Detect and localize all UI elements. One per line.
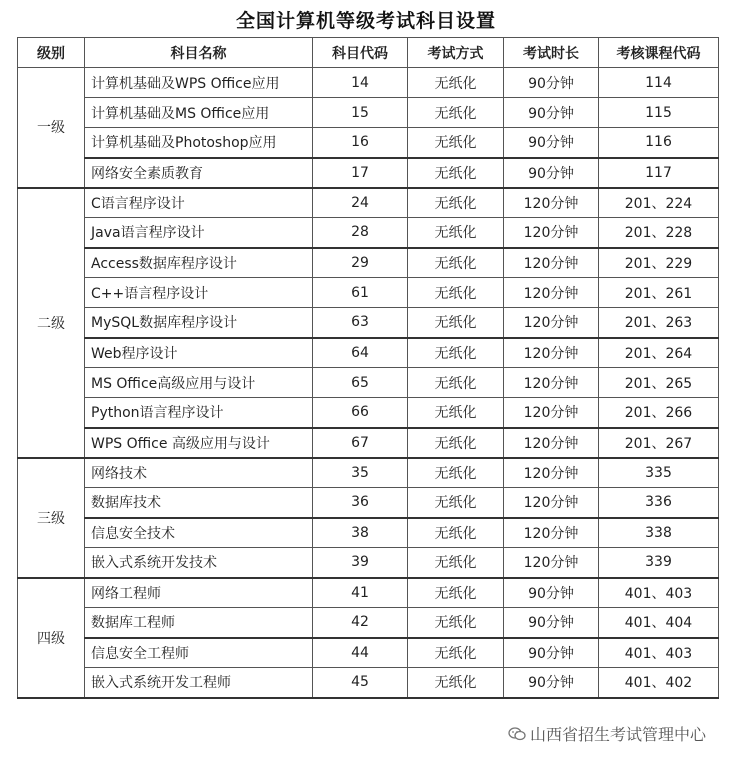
table-row	[18, 668, 719, 698]
exam-duration-cell: 120分钟	[504, 548, 599, 578]
course-code-cell: 117	[599, 158, 719, 188]
exam-duration-cell: 90分钟	[504, 158, 599, 188]
subject-name-cell: C语言程序设计	[85, 188, 313, 218]
subject-code-cell: 16	[313, 128, 408, 158]
course-code-cell: 115	[599, 98, 719, 128]
exam-method-cell: 无纸化	[408, 548, 504, 578]
subject-code-cell: 15	[313, 98, 408, 128]
exam-duration-cell: 120分钟	[504, 488, 599, 518]
table-row	[18, 608, 719, 638]
table-row	[18, 278, 719, 308]
header-exam-method: 考试方式	[408, 38, 504, 68]
course-code-cell: 116	[599, 128, 719, 158]
subject-code-cell: 41	[313, 578, 408, 608]
table-row	[18, 488, 719, 518]
subject-name-cell: 计算机基础及Photoshop应用	[85, 128, 313, 158]
subject-name-cell: Python语言程序设计	[85, 398, 313, 428]
table-row	[18, 128, 719, 158]
subjects-table	[17, 37, 719, 699]
subject-code-cell: 38	[313, 518, 408, 548]
subject-name-cell: WPS Office 高级应用与设计	[85, 428, 313, 458]
subject-code-cell: 24	[313, 188, 408, 218]
wechat-icon	[508, 727, 526, 741]
table-row	[18, 98, 719, 128]
subject-code-cell: 61	[313, 278, 408, 308]
exam-method-cell: 无纸化	[408, 248, 504, 278]
subject-code-cell: 17	[313, 158, 408, 188]
exam-method-cell: 无纸化	[408, 608, 504, 638]
level-cell: 三级	[18, 458, 85, 578]
table-row	[18, 398, 719, 428]
exam-method-cell: 无纸化	[408, 518, 504, 548]
table-row	[18, 428, 719, 458]
header-exam-duration: 考试时长	[504, 38, 599, 68]
watermark	[508, 722, 706, 745]
subject-code-cell: 39	[313, 548, 408, 578]
exam-method-cell: 无纸化	[408, 278, 504, 308]
level-cell: 四级	[18, 578, 85, 698]
watermark-text: 山西省招生考试管理中心	[529, 725, 706, 744]
exam-duration-cell: 90分钟	[504, 638, 599, 668]
subject-name-cell: 计算机基础及MS Office应用	[85, 98, 313, 128]
subject-name-cell: 网络安全素质教育	[85, 158, 313, 188]
exam-duration-cell: 90分钟	[504, 98, 599, 128]
exam-duration-cell: 120分钟	[504, 518, 599, 548]
course-code-cell: 339	[599, 548, 719, 578]
course-code-cell: 335	[599, 458, 719, 488]
table-header-row	[18, 38, 719, 68]
subject-code-cell: 36	[313, 488, 408, 518]
exam-method-cell: 无纸化	[408, 368, 504, 398]
exam-duration-cell: 120分钟	[504, 458, 599, 488]
course-code-cell: 201、266	[599, 398, 719, 428]
subject-name-cell: 数据库技术	[85, 488, 313, 518]
course-code-cell: 114	[599, 68, 719, 98]
page-title: 全国计算机等级考试科目设置	[235, 10, 496, 32]
exam-duration-cell: 90分钟	[504, 128, 599, 158]
exam-method-cell: 无纸化	[408, 68, 504, 98]
table-row	[18, 158, 719, 188]
exam-method-cell: 无纸化	[408, 458, 504, 488]
course-code-cell: 201、264	[599, 338, 719, 368]
exam-method-cell: 无纸化	[408, 128, 504, 158]
table-row	[18, 218, 719, 248]
subject-name-cell: MS Office高级应用与设计	[85, 368, 313, 398]
exam-method-cell: 无纸化	[408, 488, 504, 518]
subject-code-cell: 67	[313, 428, 408, 458]
exam-method-cell: 无纸化	[408, 188, 504, 218]
exam-duration-cell: 120分钟	[504, 368, 599, 398]
exam-duration-cell: 90分钟	[504, 578, 599, 608]
table-row	[18, 338, 719, 368]
exam-duration-cell: 120分钟	[504, 278, 599, 308]
exam-method-cell: 无纸化	[408, 398, 504, 428]
exam-duration-cell: 90分钟	[504, 668, 599, 698]
header-subject-code: 科目代码	[313, 38, 408, 68]
subject-name-cell: 信息安全工程师	[85, 638, 313, 668]
subject-code-cell: 45	[313, 668, 408, 698]
exam-duration-cell: 120分钟	[504, 338, 599, 368]
subject-name-cell: Access数据库程序设计	[85, 248, 313, 278]
exam-method-cell: 无纸化	[408, 218, 504, 248]
course-code-cell: 201、228	[599, 218, 719, 248]
subject-name-cell: MySQL数据库程序设计	[85, 308, 313, 338]
course-code-cell: 201、261	[599, 278, 719, 308]
table-row	[18, 308, 719, 338]
course-code-cell: 401、403	[599, 638, 719, 668]
header-course-code: 考核课程代码	[599, 38, 719, 68]
table-row	[18, 458, 719, 488]
exam-method-cell: 无纸化	[408, 428, 504, 458]
table-row	[18, 548, 719, 578]
subject-code-cell: 35	[313, 458, 408, 488]
subject-name-cell: 嵌入式系统开发工程师	[85, 668, 313, 698]
subject-code-cell: 66	[313, 398, 408, 428]
exam-duration-cell: 120分钟	[504, 248, 599, 278]
table-row	[18, 248, 719, 278]
exam-duration-cell: 120分钟	[504, 428, 599, 458]
course-code-cell: 401、404	[599, 608, 719, 638]
level-cell: 一级	[18, 68, 85, 188]
table-row	[18, 638, 719, 668]
exam-method-cell: 无纸化	[408, 158, 504, 188]
subject-name-cell: 数据库工程师	[85, 608, 313, 638]
subject-code-cell: 42	[313, 608, 408, 638]
exam-method-cell: 无纸化	[408, 578, 504, 608]
subject-code-cell: 44	[313, 638, 408, 668]
header-level: 级别	[18, 38, 85, 68]
subject-code-cell: 64	[313, 338, 408, 368]
exam-duration-cell: 120分钟	[504, 398, 599, 428]
subject-name-cell: 网络技术	[85, 458, 313, 488]
subject-code-cell: 65	[313, 368, 408, 398]
exam-method-cell: 无纸化	[408, 668, 504, 698]
table-row	[18, 68, 719, 98]
exam-duration-cell: 120分钟	[504, 308, 599, 338]
course-code-cell: 201、267	[599, 428, 719, 458]
subject-code-cell: 29	[313, 248, 408, 278]
subject-code-cell: 14	[313, 68, 408, 98]
exam-duration-cell: 120分钟	[504, 188, 599, 218]
course-code-cell: 201、263	[599, 308, 719, 338]
course-code-cell: 201、229	[599, 248, 719, 278]
subject-name-cell: 嵌入式系统开发技术	[85, 548, 313, 578]
course-code-cell: 201、265	[599, 368, 719, 398]
exam-method-cell: 无纸化	[408, 338, 504, 368]
subject-name-cell: C++语言程序设计	[85, 278, 313, 308]
subject-name-cell: 计算机基础及WPS Office应用	[85, 68, 313, 98]
table-row	[18, 188, 719, 218]
table-body	[18, 68, 719, 698]
subject-code-cell: 28	[313, 218, 408, 248]
exam-duration-cell: 90分钟	[504, 608, 599, 638]
header-subject-name: 科目名称	[85, 38, 313, 68]
subject-name-cell: 网络工程师	[85, 578, 313, 608]
exam-method-cell: 无纸化	[408, 308, 504, 338]
subject-name-cell: 信息安全技术	[85, 518, 313, 548]
exam-duration-cell: 120分钟	[504, 218, 599, 248]
table-row	[18, 518, 719, 548]
table-row	[18, 578, 719, 608]
course-code-cell: 338	[599, 518, 719, 548]
exam-method-cell: 无纸化	[408, 98, 504, 128]
level-cell: 二级	[18, 188, 85, 458]
subject-name-cell: Java语言程序设计	[85, 218, 313, 248]
course-code-cell: 201、224	[599, 188, 719, 218]
subject-name-cell: Web程序设计	[85, 338, 313, 368]
table-row	[18, 368, 719, 398]
exam-method-cell: 无纸化	[408, 638, 504, 668]
subject-code-cell: 63	[313, 308, 408, 338]
course-code-cell: 401、403	[599, 578, 719, 608]
exam-duration-cell: 90分钟	[504, 68, 599, 98]
course-code-cell: 401、402	[599, 668, 719, 698]
course-code-cell: 336	[599, 488, 719, 518]
